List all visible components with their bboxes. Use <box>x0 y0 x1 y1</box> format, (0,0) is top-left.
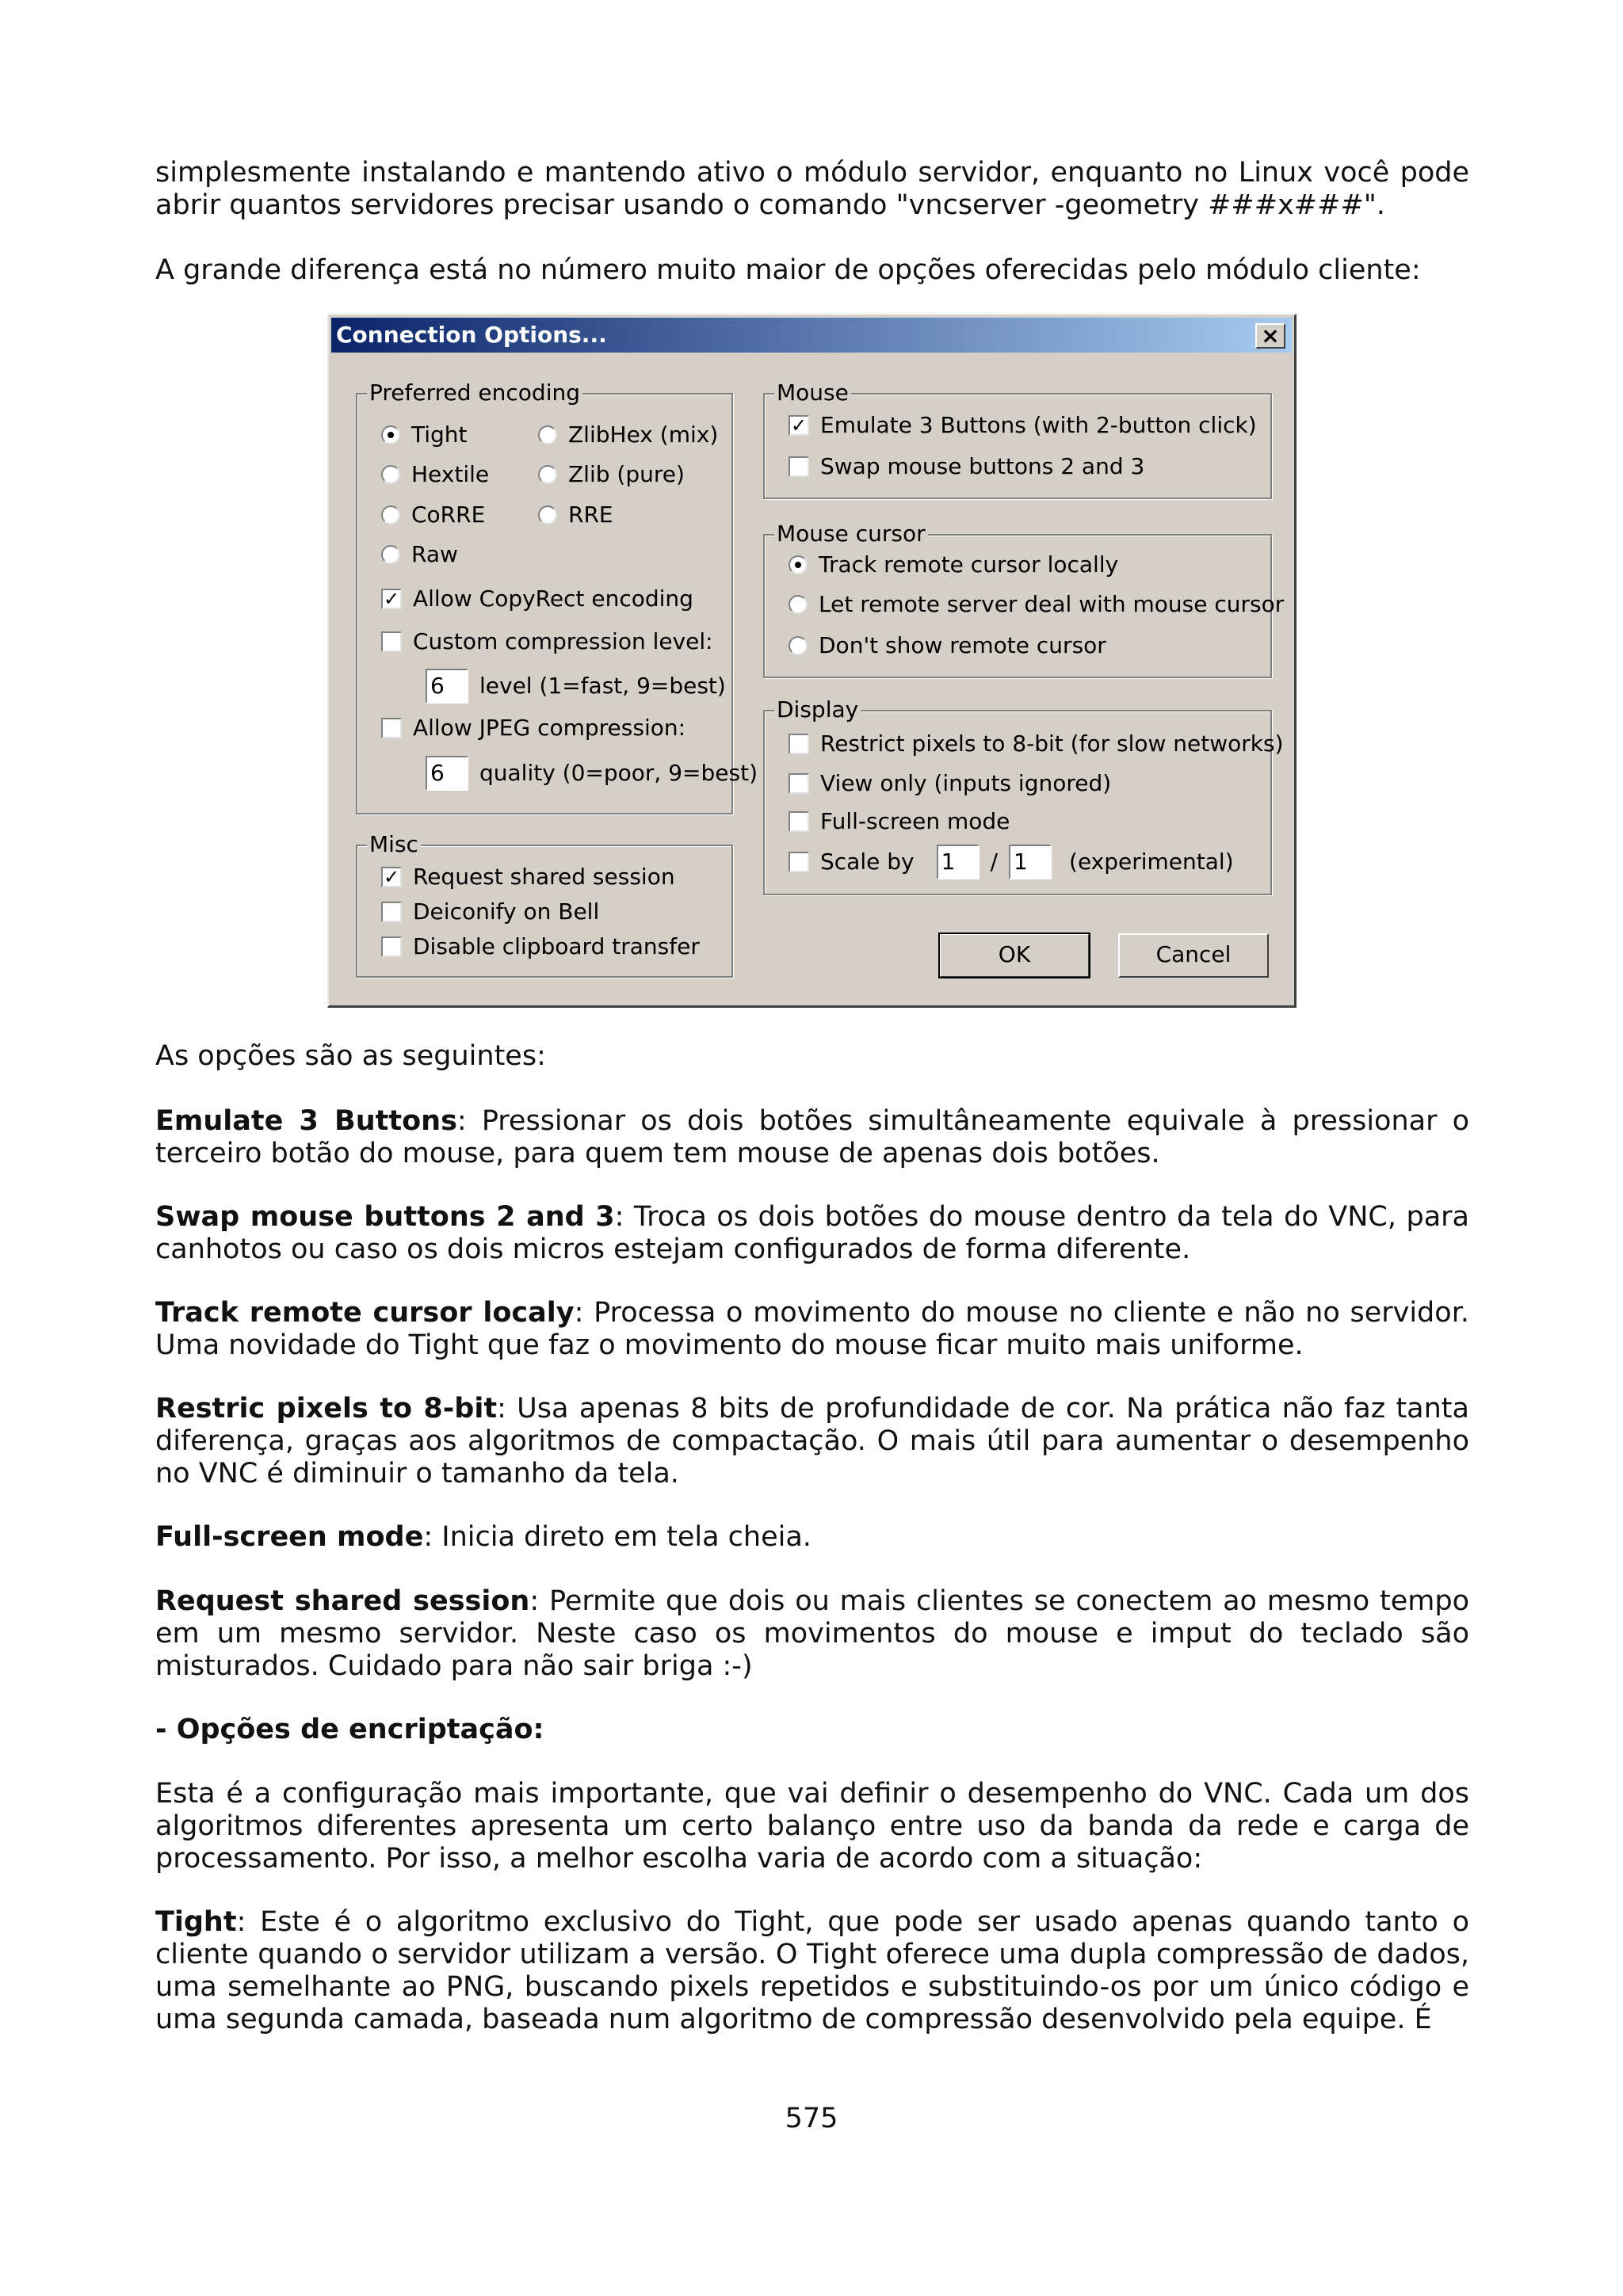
checkbox-icon <box>381 936 402 957</box>
dialog-title: Connection Options... <box>336 322 607 348</box>
checkbox-icon <box>789 734 809 754</box>
radio-selected-icon <box>381 425 400 444</box>
item-swap <box>155 1201 1469 1266</box>
item-desc: : Este é o algoritmo exclusivo do Tight, que pode ser usado apenas quando tanto o cliente quando o servidor utilizam a versão. O Tight oferece uma dupla compressão de dados, uma semelhante ao PNG, buscando pixels repetidos e substituindo-os por um único código e uma segunda camada, baseada num algoritmo de compressão desenvolvido pela equipe. É <box>155 1906 1469 2035</box>
encryption-heading: - Opções de encriptação: <box>155 1714 544 1745</box>
item-desc: : Troca os dois botões do mouse dentro da tela do VNC, para canhotos ou caso os dois micros estejam configurados de forma diferente. <box>155 1201 1469 1265</box>
item-track <box>155 1297 1469 1362</box>
scale-separator: / <box>990 849 999 875</box>
checkbox-fullscreen[interactable]: Full-screen mode <box>789 808 1010 835</box>
radio-let-server[interactable]: Let remote server deal with mouse cursor <box>789 591 1284 618</box>
checkbox-icon <box>381 902 402 922</box>
checkbox-custom-compression[interactable]: Custom compression level: <box>381 628 713 655</box>
encryption-intro: Esta é a configuração mais importante, que vai definir o desempenho do VNC. Cada um dos algoritmos diferentes apresenta um certo balanço entre uso da banda da rede e carga de processamento. Por isso, a melhor escolha varia de acordo com a situação: <box>155 1778 1469 1875</box>
item-desc: : Permite que dois ou mais clientes se conectem ao mesmo tempo em um mesmo servidor. Neste caso os movimentos do mouse e imput do teclado são misturados. Cuidado para não sair briga :-) <box>155 1585 1469 1682</box>
item-restrict <box>155 1393 1469 1490</box>
radio-icon <box>381 505 400 524</box>
item-term: Full-screen mode <box>155 1521 424 1553</box>
ok-button[interactable]: OK <box>939 933 1090 978</box>
radio-icon <box>381 465 400 484</box>
checkbox-icon <box>789 456 809 477</box>
checkbox-view-only[interactable]: View only (inputs ignored) <box>789 770 1111 797</box>
radio-selected-icon <box>789 555 808 574</box>
radio-icon <box>538 505 557 524</box>
checkbox-swap-buttons[interactable]: Swap mouse buttons 2 and 3 <box>789 453 1144 480</box>
radio-hextile[interactable]: Hextile <box>381 461 489 488</box>
radio-icon <box>538 465 557 484</box>
checkbox-request-shared[interactable]: ✓ Request shared session <box>381 864 675 891</box>
checkbox-disable-clipboard[interactable]: Disable clipboard transfer <box>381 933 700 960</box>
radio-track-cursor[interactable]: Track remote cursor locally <box>789 551 1118 578</box>
misc-label: Misc <box>367 831 421 858</box>
radio-raw[interactable]: Raw <box>381 541 458 568</box>
cancel-button[interactable]: Cancel <box>1118 933 1269 978</box>
options-intro: As opções são as seguintes: <box>155 1040 546 1072</box>
checkbox-restrict-8bit[interactable]: Restrict pixels to 8-bit (for slow networks) <box>789 730 1284 757</box>
compression-level-hint: level (1=fast, 9=best) <box>479 673 726 699</box>
item-desc: : Pressionar os dois botões simultâneamente equivale à pressionar o terceiro botão do mouse, para quem tem mouse de apenas dois botões. <box>155 1105 1469 1169</box>
item-term: Track remote cursor localy <box>155 1297 575 1329</box>
preferred-encoding-group <box>356 379 758 814</box>
intro-paragraph: simplesmente instalando e mantendo ativo o módulo servidor, enquanto no Linux você pode abrir quantos servidores precisar usando o comando "vncserver -geometry ###x###". <box>155 157 1469 221</box>
check-icon: ✓ <box>381 867 402 887</box>
check-icon: ✓ <box>789 415 809 436</box>
connection-options-dialog <box>327 314 1296 1008</box>
checkbox-icon <box>381 631 402 652</box>
radio-icon <box>381 545 400 564</box>
difference-paragraph: A grande diferença está no número muito maior de opções oferecidas pelo módulo cliente: <box>155 254 1421 286</box>
item-desc: : Processa o movimento do mouse no cliente e não no servidor. Uma novidade do Tight que faz o movimento do mouse ficar muito mais uniforme. <box>155 1297 1469 1361</box>
item-term: Request shared session <box>155 1585 530 1617</box>
radio-corre[interactable]: CoRRE <box>381 502 485 528</box>
radio-dont-show[interactable]: Don't show remote cursor <box>789 632 1106 659</box>
item-desc: : Usa apenas 8 bits de profundidade de cor. Na prática não faz tanta diferença, graças aos algoritmos de compactação. O mais útil para aumentar o desempenho no VNC é diminuir o tamanho da tela. <box>155 1393 1469 1489</box>
scale-row <box>789 845 1234 879</box>
checkbox-jpeg[interactable]: Allow JPEG compression: <box>381 715 685 742</box>
checkbox-icon <box>789 773 809 794</box>
experimental-label: (experimental) <box>1069 849 1234 875</box>
checkbox-emulate-3-buttons[interactable]: ✓ Emulate 3 Buttons (with 2-button click) <box>789 412 1257 439</box>
checkbox-icon <box>381 718 402 738</box>
close-icon[interactable]: × <box>1255 323 1285 349</box>
item-emulate <box>155 1105 1469 1170</box>
scale-denominator-input[interactable]: 1 <box>1009 845 1052 879</box>
compression-level-row <box>426 669 726 704</box>
jpeg-quality-input[interactable]: 6 <box>426 756 468 791</box>
dialog-titlebar <box>331 318 1292 353</box>
check-icon: ✓ <box>381 589 402 609</box>
checkbox-copyrect[interactable]: ✓ Allow CopyRect encoding <box>381 585 693 612</box>
misc-group <box>356 831 733 978</box>
radio-icon <box>789 595 808 614</box>
display-label: Display <box>774 696 861 723</box>
radio-rre[interactable]: RRE <box>538 502 613 528</box>
radio-icon <box>538 425 557 444</box>
radio-zlibhex[interactable]: ZlibHex (mix) <box>538 421 718 448</box>
radio-icon <box>789 636 808 655</box>
preferred-encoding-label: Preferred encoding <box>367 379 582 406</box>
item-term: Tight <box>155 1906 237 1938</box>
checkbox-scale-by[interactable] <box>789 852 809 872</box>
compression-level-input[interactable]: 6 <box>426 669 468 704</box>
item-term: Emulate 3 Buttons <box>155 1105 457 1137</box>
item-fullscreen <box>155 1521 1469 1554</box>
radio-tight[interactable]: Tight <box>381 421 468 448</box>
scale-by-label: Scale by <box>820 849 915 875</box>
scale-numerator-input[interactable]: 1 <box>937 845 980 879</box>
item-desc: : Inicia direto em tela cheia. <box>423 1521 812 1553</box>
item-shared <box>155 1585 1469 1683</box>
mouse-cursor-label: Mouse cursor <box>774 521 928 547</box>
display-group <box>763 696 1284 895</box>
item-tight <box>155 1906 1469 2036</box>
mouse-cursor-group <box>763 521 1285 678</box>
mouse-label: Mouse <box>774 379 851 406</box>
page-number: 575 <box>785 2103 838 2134</box>
item-term: Swap mouse buttons 2 and 3 <box>155 1201 615 1233</box>
checkbox-deiconify[interactable]: Deiconify on Bell <box>381 898 599 925</box>
mouse-group <box>763 379 1272 499</box>
item-term: Restric pixels to 8-bit <box>155 1393 498 1425</box>
radio-zlib[interactable]: Zlib (pure) <box>538 461 685 488</box>
checkbox-icon <box>789 811 809 832</box>
jpeg-quality-hint: quality (0=poor, 9=best) <box>479 760 758 786</box>
jpeg-quality-row <box>426 756 758 791</box>
